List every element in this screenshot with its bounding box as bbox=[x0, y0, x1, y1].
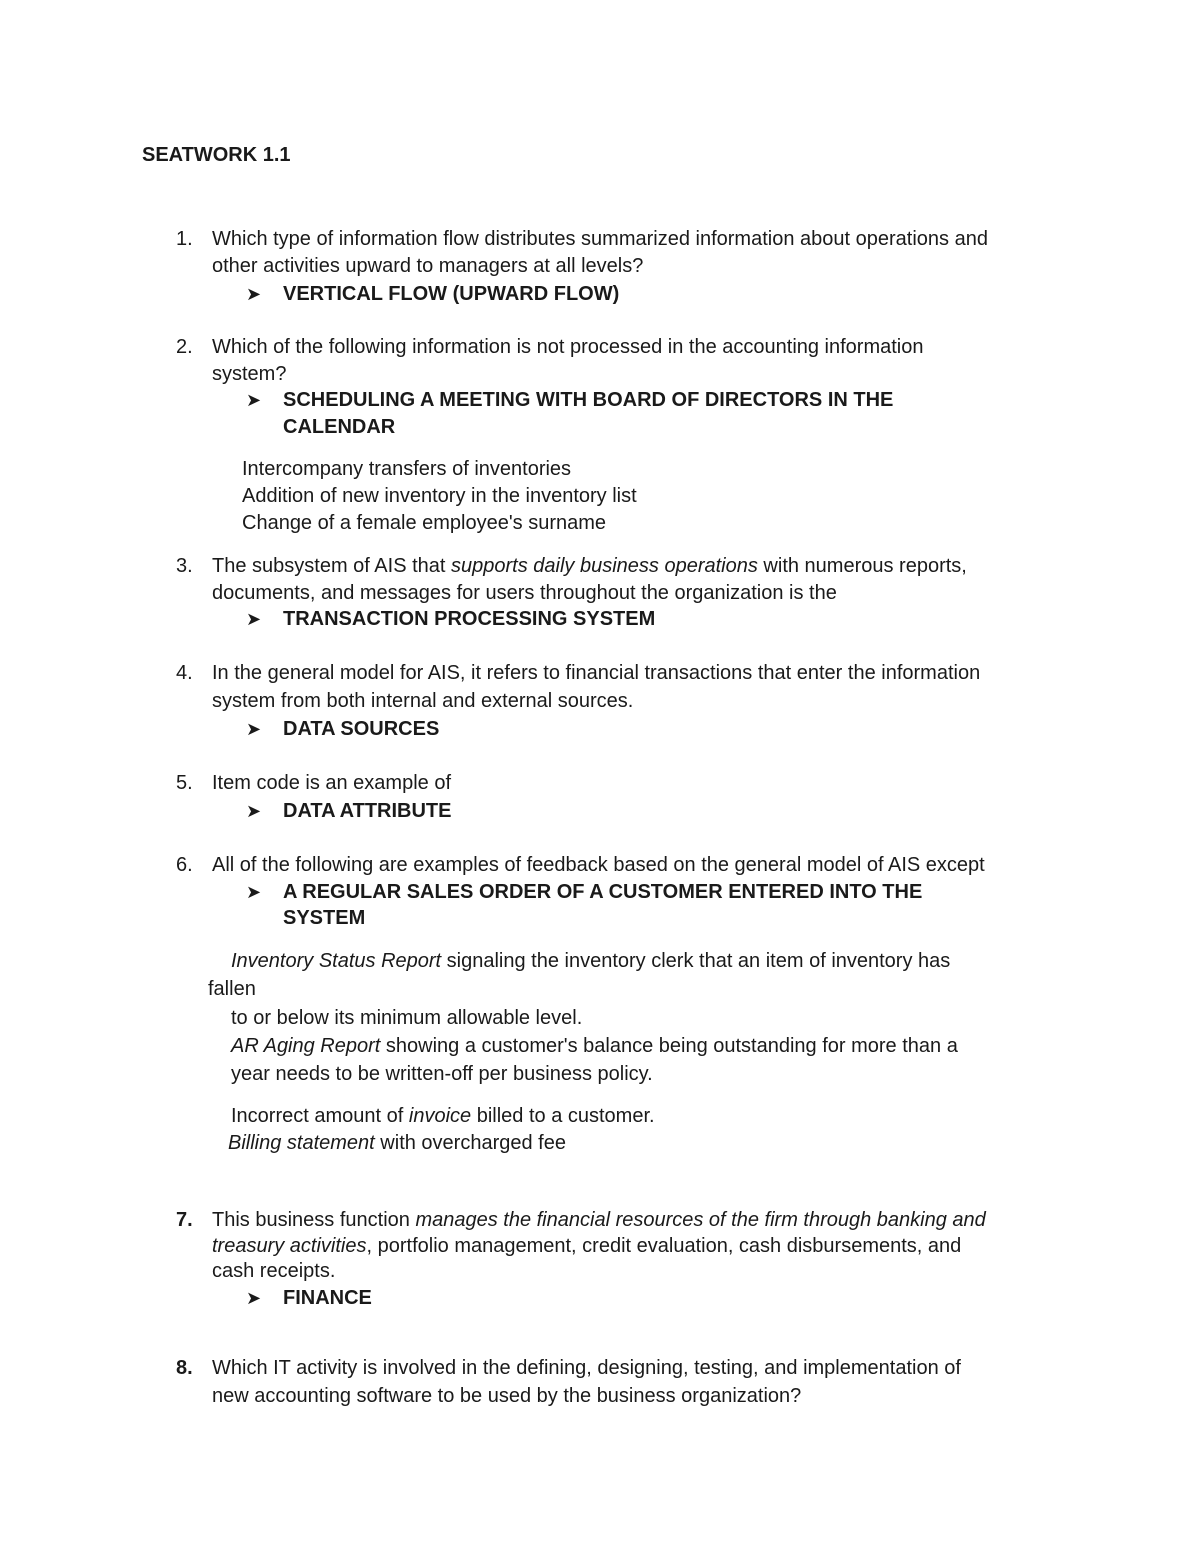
arrow-bullet-icon: ➤ bbox=[246, 719, 262, 739]
answer-text: CALENDAR bbox=[283, 416, 396, 438]
question-number: 3. bbox=[176, 555, 193, 577]
option-text: Billing statement with overcharged fee bbox=[228, 1132, 566, 1154]
arrow-bullet-icon: ➤ bbox=[246, 284, 262, 304]
question-text: cash receipts. bbox=[212, 1260, 336, 1282]
answer-text: SYSTEM bbox=[283, 907, 366, 929]
answer-text: VERTICAL FLOW (UPWARD FLOW) bbox=[283, 283, 620, 305]
question-text: new accounting software to be used by the business organization? bbox=[212, 1385, 802, 1407]
question-number: 8. bbox=[176, 1357, 193, 1379]
option-text: year needs to be written-off per business policy. bbox=[231, 1063, 653, 1085]
question-number: 1. bbox=[176, 228, 193, 250]
question-number: 4. bbox=[176, 662, 193, 684]
question-text: Which IT activity is involved in the defining, designing, testing, and implementation of bbox=[212, 1357, 961, 1379]
question-text: documents, and messages for users throughout the organization is the bbox=[212, 582, 837, 604]
arrow-bullet-icon: ➤ bbox=[246, 390, 262, 410]
answer-text: SCHEDULING A MEETING WITH BOARD OF DIRECTORS IN THE bbox=[283, 389, 894, 411]
question-text: This business function manages the financial resources of the firm through banking and bbox=[212, 1209, 986, 1231]
question-number: 6. bbox=[176, 854, 193, 876]
answer-text: FINANCE bbox=[283, 1287, 372, 1309]
question-text: system? bbox=[212, 363, 287, 385]
question-text: In the general model for AIS, it refers to financial transactions that enter the information bbox=[212, 662, 981, 684]
question-text: All of the following are examples of feedback based on the general model of AIS except bbox=[212, 854, 985, 876]
answer-text: A REGULAR SALES ORDER OF A CUSTOMER ENTERED INTO THE bbox=[283, 881, 923, 903]
option-text: Inventory Status Report signaling the inventory clerk that an item of inventory has bbox=[231, 950, 951, 972]
question-number: 5. bbox=[176, 772, 193, 794]
page-title: SEATWORK 1.1 bbox=[142, 144, 291, 166]
question-text: Item code is an example of bbox=[212, 772, 452, 794]
option-text: Addition of new inventory in the inventory list bbox=[242, 485, 637, 507]
option-text: fallen bbox=[208, 978, 256, 1000]
answer-text: TRANSACTION PROCESSING SYSTEM bbox=[283, 608, 656, 630]
option-text: Incorrect amount of invoice billed to a customer. bbox=[231, 1105, 655, 1127]
arrow-bullet-icon: ➤ bbox=[246, 1288, 262, 1308]
question-text: Which of the following information is not processed in the accounting information bbox=[212, 336, 924, 358]
option-text: Intercompany transfers of inventories bbox=[242, 458, 572, 480]
option-text: Change of a female employee's surname bbox=[242, 512, 607, 534]
question-text: The subsystem of AIS that supports daily business operations with numerous reports, bbox=[212, 555, 967, 577]
answer-text: DATA ATTRIBUTE bbox=[283, 800, 452, 822]
question-number: 2. bbox=[176, 336, 193, 358]
arrow-bullet-icon: ➤ bbox=[246, 882, 262, 902]
question-number: 7. bbox=[176, 1209, 193, 1231]
arrow-bullet-icon: ➤ bbox=[246, 609, 262, 629]
answer-text: DATA SOURCES bbox=[283, 718, 440, 740]
question-text: other activities upward to managers at all levels? bbox=[212, 255, 644, 277]
option-text: to or below its minimum allowable level. bbox=[231, 1007, 583, 1029]
arrow-bullet-icon: ➤ bbox=[246, 801, 262, 821]
question-text: Which type of information flow distributes summarized information about operations and bbox=[212, 228, 988, 250]
option-text: AR Aging Report showing a customer's balance being outstanding for more than a bbox=[231, 1035, 958, 1057]
question-text: system from both internal and external sources. bbox=[212, 690, 634, 712]
question-text: treasury activities, portfolio management, credit evaluation, cash disbursements, and bbox=[212, 1235, 962, 1257]
